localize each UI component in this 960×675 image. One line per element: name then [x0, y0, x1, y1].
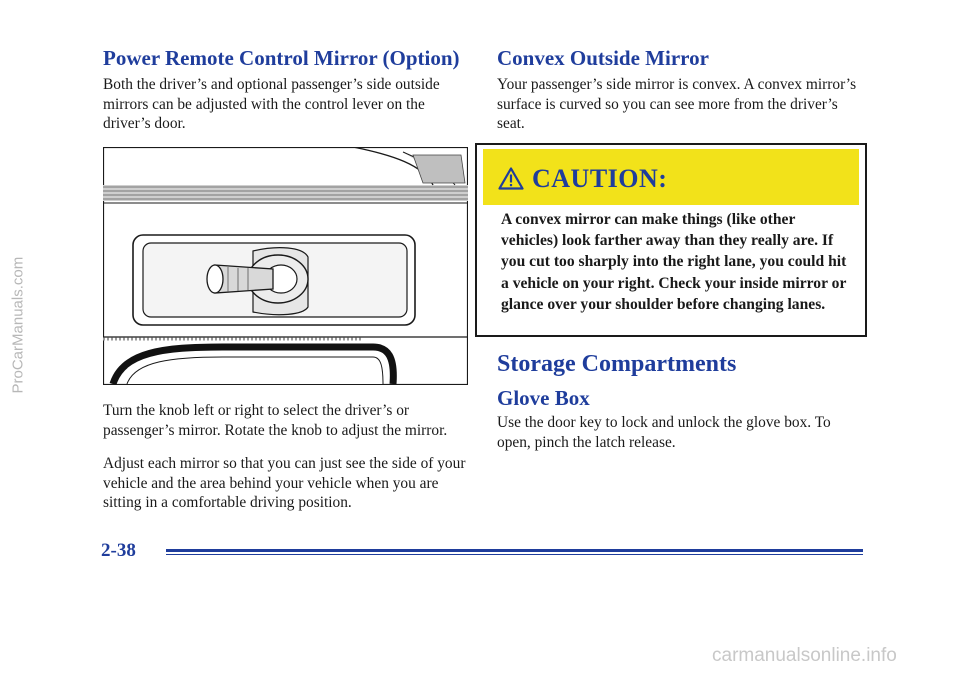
bottom-watermark: carmanualsonline.info — [712, 645, 897, 666]
power-mirror-heading: Power Remote Control Mirror (Option) — [103, 46, 460, 70]
mirror-adjust-instructions: Adjust each mirror so that you can just see the side of your vehicle and the area behind your vehicle when you are sitting in a comfortable driving position. — [103, 455, 466, 511]
side-watermark — [3, 170, 27, 400]
warning-triangle-icon — [498, 167, 524, 197]
caution-body: A convex mirror can make things (like other vehicles) look farther away than they really are. If you cut too sharply into the right lane, you could hit a vehicle on your right. Check your inside mirror or glance over your shoulder before changing lanes. — [501, 211, 847, 313]
caution-title — [498, 164, 667, 197]
door-panel-drawing — [103, 147, 468, 385]
convex-mirror-heading: Convex Outside Mirror — [497, 46, 709, 70]
caution-title-text: CAUTION: — [532, 164, 668, 193]
convex-mirror-intro: Your passenger’s side mirror is convex. A convex mirror’s surface is curved so you can see more from the driver’s seat. — [497, 76, 857, 132]
glove-box-heading: Glove Box — [497, 386, 590, 410]
power-mirror-intro: Both the driver’s and optional passenger’s side outside mirrors can be adjusted with the control lever on the driver’s door. — [103, 76, 440, 132]
caution-box — [475, 143, 867, 337]
footer-rule — [166, 549, 863, 552]
knob-instructions: Turn the knob left or right to select the driver’s or passenger’s mirror. Rotate the knob to adjust the mirror. — [103, 402, 448, 439]
glove-box-text: Use the door key to lock and unlock the glove box. To open, pinch the latch release. — [497, 414, 831, 451]
page-number: 2-38 — [101, 540, 136, 561]
footer-rule-thin — [166, 554, 863, 555]
storage-compartments-heading: Storage Compartments — [497, 351, 737, 377]
mirror-control-illustration — [103, 147, 468, 385]
side-watermark-text: ProCarManuals.com — [9, 256, 27, 394]
